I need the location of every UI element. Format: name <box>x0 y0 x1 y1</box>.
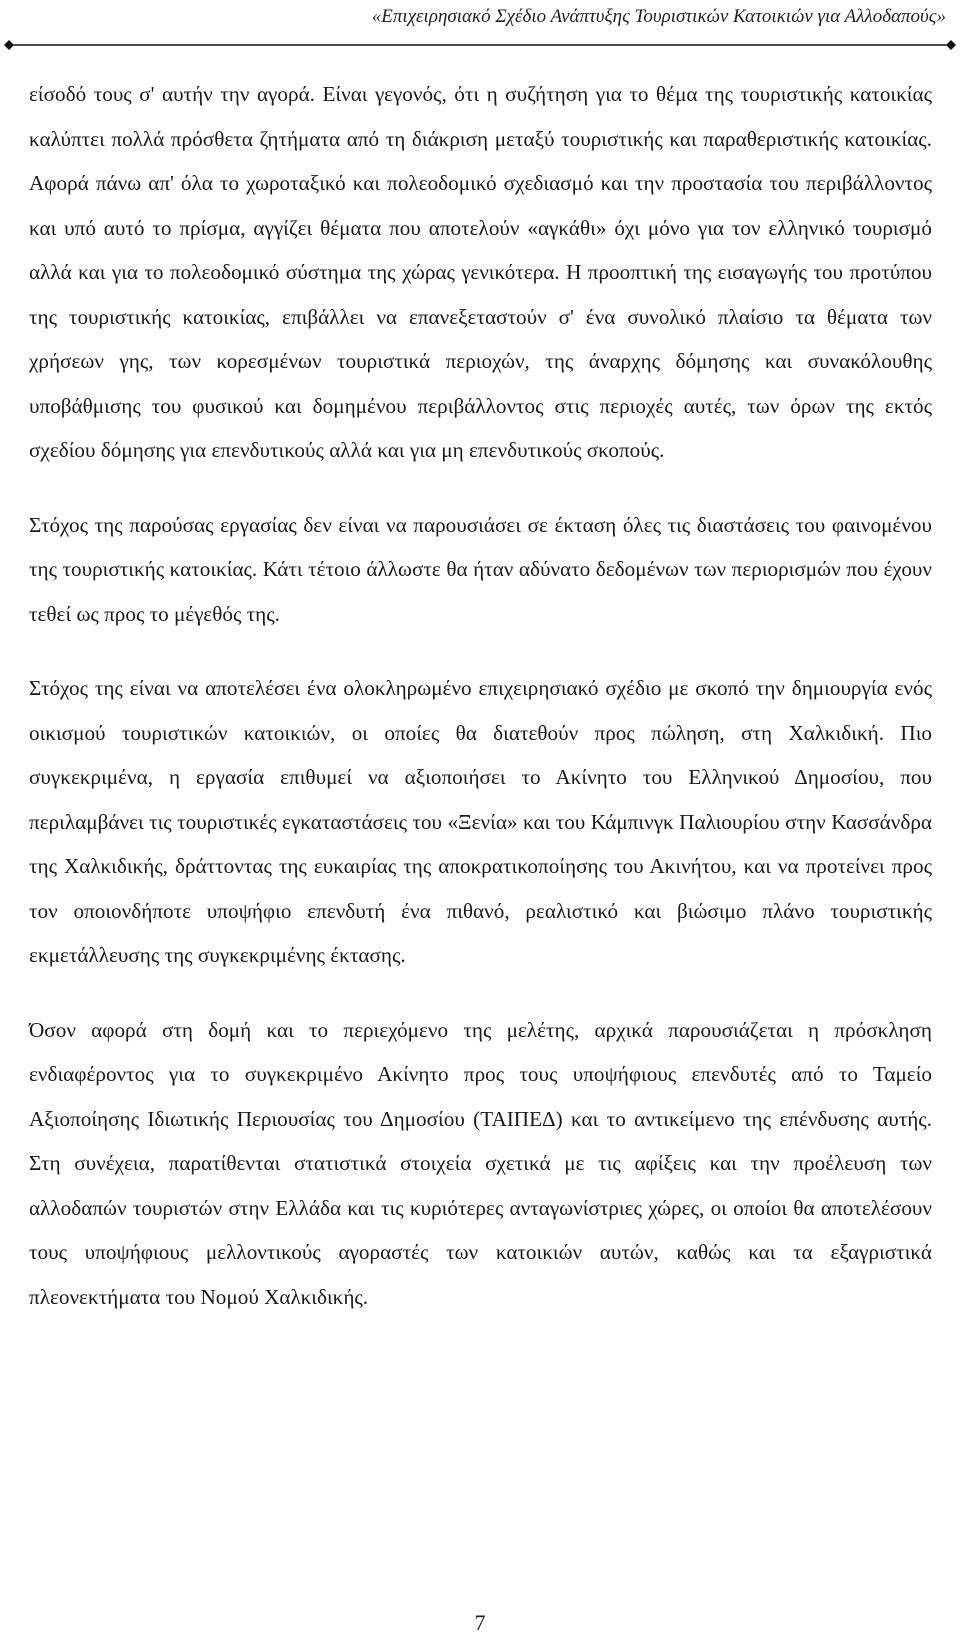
paragraph-1: είσοδό τους σ' αυτήν την αγορά. Είναι γεγονός, ότι η συζήτηση για το θέμα της τουριστικής κατοικίας καλύπτει πολλά πρόσθετα ζητήματα από τη διάκριση μεταξύ τουριστικής και παραθεριστικής κατοικίας. Αφορά πάνω απ' όλα το χωροταξικό και πολεοδομικό σχεδιασμό και την προστασία του περιβάλλοντος και υπό αυτό το πρίσμα, αγγίζει θέματα που αποτελούν «αγκάθι» όχι μόνο για τον ελληνικό τουρισμό αλλά και για το πολεοδομικό σύστημα της χώρας γενικότερα. Η προοπτική της εισαγωγής του προτύπου της τουριστικής κατοικίας, επιβάλλει να επανεξεταστούν σ' ένα συνολικό πλαίσιο τα θέματα των χρήσεων γης, των κορεσμένων τουριστικά περιοχών, της άναρχης δόμησης και συνακόλουθης υποβάθμισης του φυσικού και δομημένου περιβάλλοντος στις περιοχές αυτές, των όρων της εκτός σχεδίου δόμησης για επενδυτικούς αλλά και για μη επενδυτικούς σκοπούς. <box>29 82 932 462</box>
body-text <box>29 72 932 1349</box>
running-header: «Επιχειρησιακό Σχέδιο Ανάπτυξης Τουριστικών Κατοικιών για Αλλοδαπούς» <box>371 6 946 27</box>
paragraph-3: Στόχος της είναι να αποτελέσει ένα ολοκληρωμένο επιχειρησιακό σχέδιο με σκοπό την δημιουργία ενός οικισμού τουριστικών κατοικιών, οι οποίες θα διατεθούν προς πώληση, στη Χαλκιδική. Πιο συγκεκριμένα, η εργασία επιθυμεί να αξιοποιήσει το Ακίνητο του Ελληνικού Δημοσίου, που περιλαμβάνει τις τουριστικές εγκαταστάσεις του «Ξενία» και του Κάμπινγκ Παλιουρίου στην Κασσάνδρα της Χαλκιδικής, δράττοντας της ευκαιρίας της αποκρατικοποίησης του Ακινήτου, και να προτείνει προς τον οποιονδήποτε υποψήφιο επενδυτή ένα πιθανό, ρεαλιστικό και βιώσιμο πλάνο τουριστικής εκμετάλλευσης της συγκεκριμένης έκτασης. <box>29 676 932 967</box>
diamond-ornament-left <box>4 40 14 50</box>
paragraph-4: Όσον αφορά στη δομή και το περιεχόμενο της μελέτης, αρχικά παρουσιάζεται η πρόσκληση ενδιαφέροντος για το συγκεκριμένο Ακίνητο προς τους υποψήφιους επενδυτές από το Ταμείο Αξιοποίησης Ιδιωτικής Περιουσίας του Δημοσίου (ΤΑΙΠΕΔ) και το αντικείμενο της επένδυσης αυτής. Στη συνέχεια, παρατίθενται στατιστικά στοιχεία σχετικά με τις αφίξεις και την προέλευση των αλλοδαπών τουριστών στην Ελλάδα και τις κυριότερες ανταγωνίστριες χώρες, οι οποίοι θα αποτελέσουν τους υποψήφιους μελλοντικούς αγοραστές των κατοικιών αυτών, καθώς και τα εξαγριστικά πλεονεκτήματα του Νομού Χαλκιδικής. <box>29 1017 932 1309</box>
paragraph-2: Στόχος της παρούσας εργασίας δεν είναι να παρουσιάσει σε έκταση όλες τις διαστάσεις του φαινομένου της τουριστικής κατοικίας. Κάτι τέτοιο άλλωστε θα ήταν αδύνατο δεδομένων των περιορισμών που έχουν τεθεί ως προς το μέγεθός της. <box>29 512 932 626</box>
header-rule <box>4 40 956 50</box>
page-number: 7 <box>474 1610 486 1635</box>
diamond-ornament-right <box>946 40 956 50</box>
